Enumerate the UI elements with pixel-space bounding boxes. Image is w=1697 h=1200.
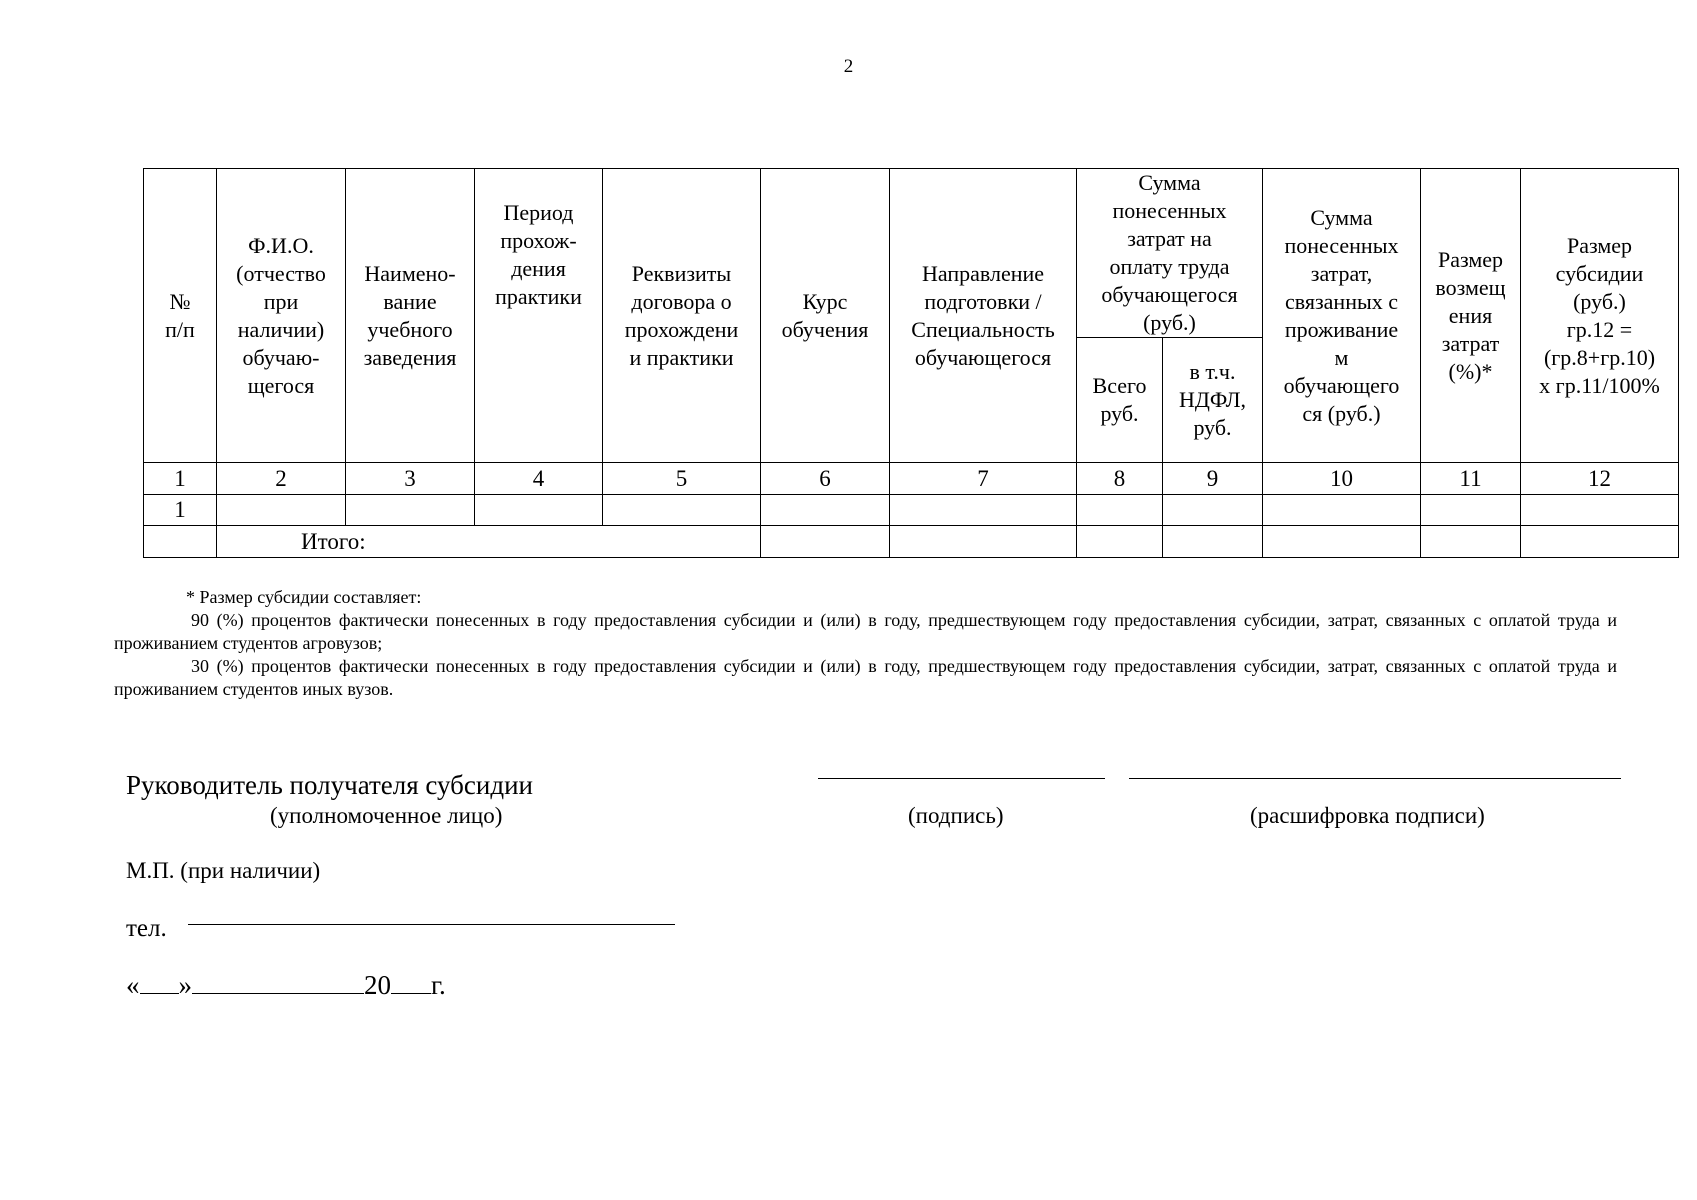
column-number: 5 <box>603 463 761 495</box>
cell-course[interactable] <box>761 495 890 526</box>
total-empty-cell <box>144 526 217 558</box>
header-institution: Наимено- вание учебного заведения <box>346 169 475 463</box>
date-line <box>126 970 446 1001</box>
total-reimbursement-percent[interactable] <box>1421 526 1521 558</box>
stamp-place: М.П. (при наличии) <box>126 858 321 883</box>
cell-contract-details[interactable] <box>603 495 761 526</box>
column-number: 9 <box>1163 463 1263 495</box>
column-number-row <box>144 463 1679 495</box>
total-housing-costs[interactable] <box>1263 526 1421 558</box>
cell-practice-period[interactable] <box>475 495 603 526</box>
total-label: Итого: <box>217 526 761 558</box>
footnote-title: * Размер субсидии составляет: <box>186 587 422 607</box>
header-labor-total: Всего руб. <box>1077 338 1163 463</box>
phone-label: тел. <box>126 915 167 942</box>
subsidy-table <box>143 168 1679 558</box>
page-number: 2 <box>843 56 854 77</box>
column-number: 2 <box>217 463 346 495</box>
year-prefix: 20 <box>364 970 391 1000</box>
signer-subtitle: (уполномоченное лицо) <box>270 803 503 828</box>
row-number: 1 <box>144 495 217 526</box>
column-number: 1 <box>144 463 217 495</box>
column-number: 6 <box>761 463 890 495</box>
cell-housing-costs[interactable] <box>1263 495 1421 526</box>
column-number: 3 <box>346 463 475 495</box>
total-course[interactable] <box>761 526 890 558</box>
total-labor-ndfl[interactable] <box>1163 526 1263 558</box>
footnote-other: 30 (%) процентов фактически понесенных в году предоставления субсидии и (или) в году, предшествующем году предоставления субсидии, затрат, связанных с оплатой труда и проживанием студентов иных вузов. <box>114 656 1617 699</box>
total-labor-total[interactable] <box>1077 526 1163 558</box>
cell-labor-total[interactable] <box>1077 495 1163 526</box>
cell-institution[interactable] <box>346 495 475 526</box>
header-contract-details: Реквизиты договора о прохождени и практики <box>603 169 761 463</box>
header-number: № п/п <box>144 169 217 463</box>
signer-title: Руководитель получателя субсидии <box>126 770 533 800</box>
footnote-agro: 90 (%) процентов фактически понесенных в году предоставления субсидии и (или) в году, предшествующем году предоставления субсидии, затрат, связанных с оплатой труда и проживанием студентов агровузов; <box>114 610 1617 653</box>
year-field[interactable] <box>391 971 431 994</box>
cell-subsidy-amount[interactable] <box>1521 495 1679 526</box>
date-close-quote: » <box>178 970 192 1000</box>
column-number: 8 <box>1077 463 1163 495</box>
header-housing-costs: Сумма понесенных затрат, связанных с проживание м обучающего ся (руб.) <box>1263 169 1421 463</box>
month-field[interactable] <box>192 971 364 994</box>
header-course: Курс обучения <box>761 169 890 463</box>
cell-labor-ndfl[interactable] <box>1163 495 1263 526</box>
signature-caption: (подпись) <box>908 803 1004 828</box>
header-labor-costs-group: Сумма понесенных затрат на оплату труда обучающегося (руб.) <box>1077 169 1263 338</box>
date-open-quote: « <box>126 970 140 1000</box>
total-specialty[interactable] <box>890 526 1077 558</box>
column-number: 12 <box>1521 463 1679 495</box>
cell-specialty[interactable] <box>890 495 1077 526</box>
total-subsidy-amount[interactable] <box>1521 526 1679 558</box>
phone-field[interactable] <box>188 924 675 925</box>
total-row <box>144 526 1679 558</box>
column-number: 4 <box>475 463 603 495</box>
cell-fio[interactable] <box>217 495 346 526</box>
year-suffix: г. <box>431 970 446 1000</box>
header-practice-period: Период прохож- дения практики <box>475 169 603 463</box>
column-number: 10 <box>1263 463 1421 495</box>
footnote <box>114 586 1617 701</box>
table-row <box>144 495 1679 526</box>
signature-decoding-caption: (расшифровка подписи) <box>1250 803 1485 828</box>
header-fio: Ф.И.О. (отчество при наличии) обучаю- щегося <box>217 169 346 463</box>
header-labor-ndfl: в т.ч. НДФЛ, руб. <box>1163 338 1263 463</box>
cell-reimbursement-percent[interactable] <box>1421 495 1521 526</box>
header-reimbursement-percent: Размер возмещ ения затрат (%)* <box>1421 169 1521 463</box>
column-number: 7 <box>890 463 1077 495</box>
signature-decoding-line[interactable] <box>1129 778 1621 779</box>
header-specialty: Направление подготовки / Специальность обучающегося <box>890 169 1077 463</box>
header-subsidy-amount: Размер субсидии (руб.) гр.12 = (гр.8+гр.10) х гр.11/100% <box>1521 169 1679 463</box>
column-number: 11 <box>1421 463 1521 495</box>
signature-line[interactable] <box>818 778 1105 779</box>
day-field[interactable] <box>140 971 179 994</box>
